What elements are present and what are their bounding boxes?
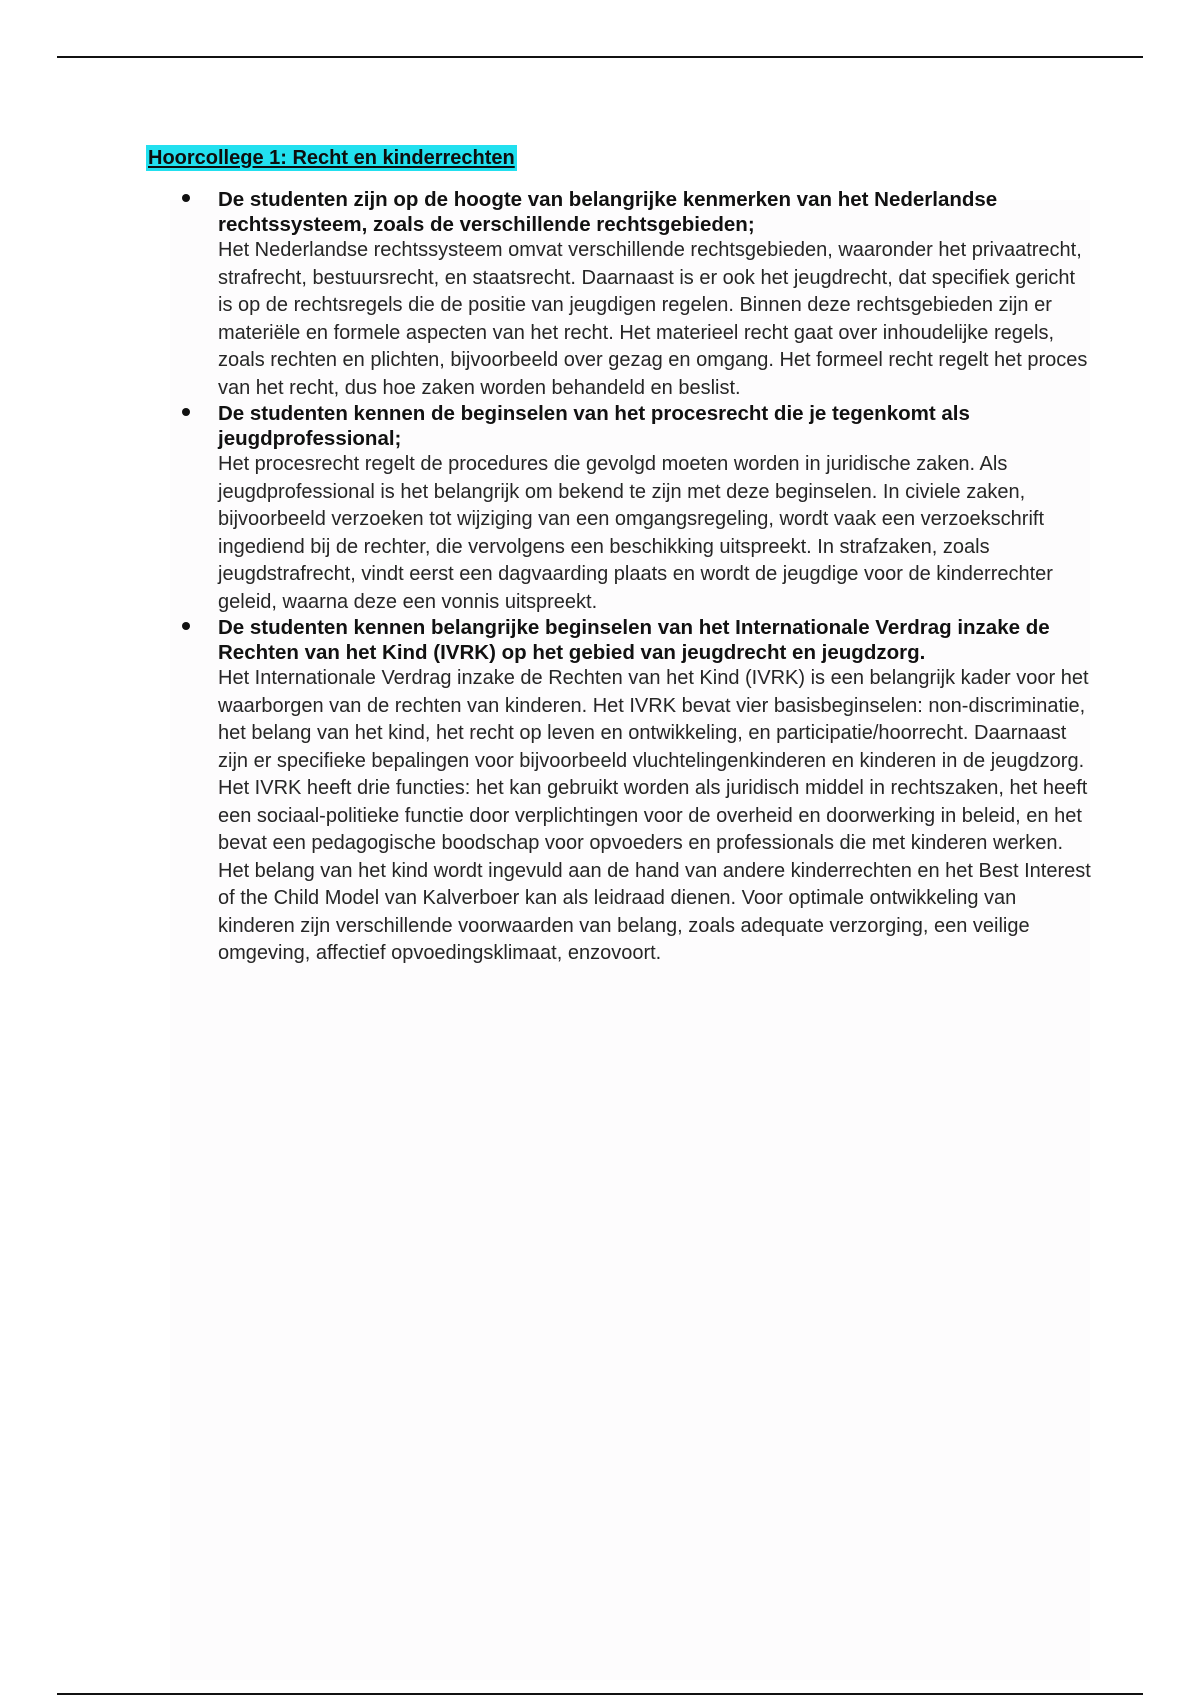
list-item-title: De studenten kennen de beginselen van het procesrecht die je tegenkomt als jeugdprofessional; (218, 402, 970, 450)
learning-goals-list (182, 188, 1092, 968)
list-item-body: Het Nederlandse rechtssysteem omvat verschillende rechtsgebieden, waaronder het privaatrecht, strafrecht, bestuursrecht, en staatsrecht. Daarnaast is er ook het jeugdrecht, dat specifiek gericht is op de rechtsregels die de positie van jeugdigen regelen. Binnen deze rechtsgebieden zijn er materiële en formele aspecten van het recht. Het materieel recht gaat over inhoudelijke regels, zoals rechten en plichten, bijvoorbeeld over gezag en omgang. Het formeel recht regelt het proces van het recht, dus hoe zaken worden behandeld en beslist. (218, 239, 1088, 399)
list-item (182, 188, 1092, 402)
bullet-icon (182, 194, 190, 202)
bullet-icon (182, 622, 190, 630)
list-item (182, 402, 1092, 616)
page-heading: Hoorcollege 1: Recht en kinderrechten (148, 147, 515, 169)
list-item-title: De studenten kennen belangrijke beginselen van het Internationale Verdrag inzake de Rechten van het Kind (IVRK) op het gebied van jeugdrecht en jeugdzorg. (218, 616, 1050, 664)
list-item-title: De studenten zijn op de hoogte van belangrijke kenmerken van het Nederlandse rechtssysteem, zoals de verschillende rechtsgebieden; (218, 188, 998, 236)
list-item (182, 616, 1092, 968)
heading-container (146, 145, 517, 171)
page-footer-rule (57, 1693, 1143, 1695)
page-header-rule (57, 56, 1143, 58)
list-item-body: Het procesrecht regelt de procedures die gevolgd moeten worden in juridische zaken. Als jeugdprofessional is het belangrijk om bekend te zijn met deze beginselen. In civiele zaken, bijvoorbeeld verzoeken tot wijziging van een omgangsregeling, wordt vaak een verzoekschrift ingediend bij de rechter, die vervolgens een beschikking uitspreekt. In strafzaken, zoals jeugdstrafrecht, vindt eerst een dagvaarding plaats en wordt de jeugdige voor de kinderrechter geleid, waarna deze een vonnis uitspreekt. (218, 453, 1053, 613)
bullet-icon (182, 408, 190, 416)
list-item-body: Het Internationale Verdrag inzake de Rechten van het Kind (IVRK) is een belangrijk kader voor het waarborgen van de rechten van kinderen. Het IVRK bevat vier basisbeginselen: non-discriminatie, het belang van het kind, het recht op leven en ontwikkeling, en participatie/hoorrecht. Daarnaast zijn er specifieke bepalingen voor bijvoorbeeld vluchtelingenkinderen en kinderen in de jeugdzorg. Het IVRK heeft drie functies: het kan gebruikt worden als juridisch middel in rechtszaken, het heeft een sociaal-politieke functie door verplichtingen voor de overheid en doorwerking in beleid, en het bevat een pedagogische boodschap voor opvoeders en professionals die met kinderen werken. Het belang van het kind wordt ingevuld aan de hand van andere kinderrechten en het Best Interest of the Child Model van Kalverboer kan als leidraad dienen. Voor optimale ontwikkeling van kinderen zijn verschillende voorwaarden van belang, zoals adequate verzorging, een veilige omgeving, affectief opvoedingsklimaat, enzovoort. (218, 667, 1091, 964)
